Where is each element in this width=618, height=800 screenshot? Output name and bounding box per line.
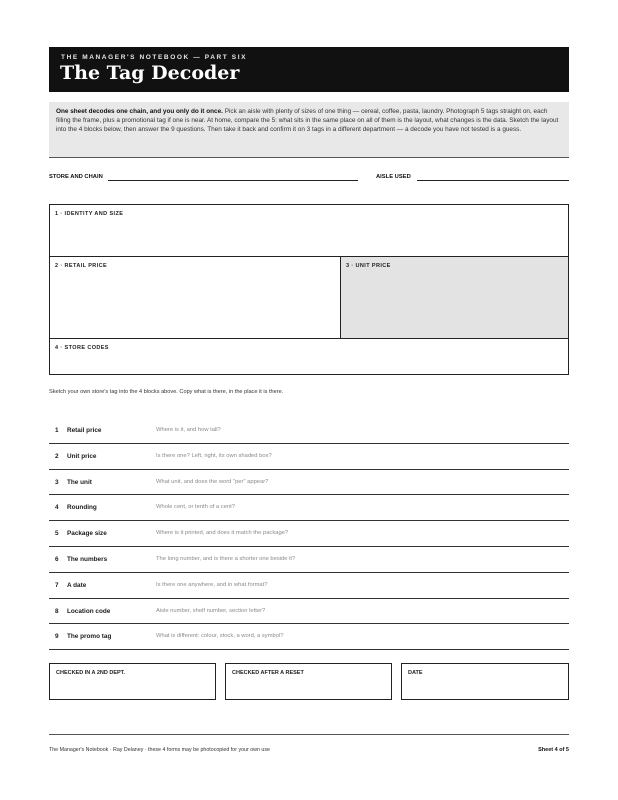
store-codes-label: 4 · STORE CODES	[55, 345, 109, 351]
store-chain-field[interactable]	[108, 180, 358, 181]
question-title: The promo tag	[67, 633, 112, 641]
question-number: 7	[55, 581, 59, 589]
intro-box	[49, 102, 569, 158]
question-title: The numbers	[67, 555, 108, 563]
question-prompt: Is there one anywhere, and in what format?	[156, 581, 268, 588]
question-number: 3	[55, 478, 59, 486]
question-number: 8	[55, 607, 59, 615]
question-prompt: Where is it, and how tall?	[156, 427, 221, 433]
question-number: 2	[55, 452, 59, 460]
footer-divider	[49, 734, 569, 735]
question-title: Location code	[67, 607, 111, 615]
question-number: 4	[55, 504, 59, 512]
question-number: 6	[55, 555, 59, 563]
question-prompt: Aisle number, shelf number, section letter?	[156, 607, 266, 614]
question-title: The unit	[67, 478, 92, 486]
question-row[interactable]	[49, 418, 569, 444]
intro-lead: One sheet decodes one chain, and you only do it once.	[56, 108, 223, 115]
question-prompt: Where is it printed, and does it match the package?	[156, 530, 289, 537]
question-row[interactable]	[49, 470, 569, 496]
identity-size-block[interactable]	[50, 205, 568, 257]
aisle-used-field[interactable]	[417, 180, 569, 181]
series-kicker: THE MANAGER'S NOTEBOOK — PART SIX	[61, 54, 248, 61]
question-prompt: What unit, and does the word "per" appear?	[156, 478, 269, 485]
question-title: Unit price	[67, 452, 97, 460]
retail-price-label: 2 · RETAIL PRICE	[55, 263, 108, 269]
question-row[interactable]	[49, 599, 569, 625]
question-title: Package size	[67, 530, 107, 538]
sketch-instruction: Sketch your own store's tag into the 4 blocks above. Copy what is there, in the place it is there.	[49, 389, 284, 395]
date-box[interactable]	[401, 663, 569, 700]
question-title: Rounding	[67, 504, 97, 512]
question-title: A date	[67, 581, 87, 589]
footer-credit: The Manager's Notebook · Ray Delaney · these 4 forms may be photocopied for your own use	[49, 747, 270, 753]
identity-size-label: 1 · IDENTITY AND SIZE	[55, 211, 124, 217]
unit-price-block[interactable]	[341, 257, 568, 339]
checked-after-reset-box[interactable]	[225, 663, 392, 700]
retail-price-block[interactable]	[50, 257, 341, 339]
question-row[interactable]	[49, 624, 569, 650]
aisle-used-label: AISLE USED	[376, 174, 411, 180]
checked-after-reset-label: CHECKED AFTER A RESET	[232, 670, 304, 676]
store-chain-label: STORE AND CHAIN	[49, 174, 103, 180]
question-row[interactable]	[49, 495, 569, 521]
checked-second-dept-box[interactable]	[49, 663, 216, 700]
tag-sketch-grid	[49, 204, 569, 375]
question-title: Retail price	[67, 427, 102, 434]
question-row[interactable]	[49, 521, 569, 547]
question-row[interactable]	[49, 547, 569, 573]
question-row[interactable]	[49, 573, 569, 599]
store-codes-block[interactable]	[50, 339, 568, 374]
question-number: 5	[55, 530, 59, 538]
sheet-number: Sheet 4 of 5	[538, 747, 569, 753]
question-number: 9	[55, 633, 59, 641]
intro-body: Pick an aisle with plenty of sizes of one thing — cereal, coffee, pasta, laundry. Photograph 5 tags straight on, each filling the frame, plus a promotional tag if one is near. At home, compare the 5: what sits in the same place on all of them is the layout, what changes is the data. Sketch the layout into the 4 blocks below, then answer the 9 questions. Then take it back and confirm it on 3 tags in a different department — a decode you have not tested is a guess.	[56, 108, 559, 133]
question-prompt: The long number, and is there a shorter one beside it?	[156, 555, 296, 562]
question-row[interactable]	[49, 444, 569, 470]
date-label: DATE	[408, 670, 423, 676]
question-number: 1	[55, 427, 59, 434]
page-title: The Tag Decoder	[60, 62, 240, 84]
question-prompt: What is different: colour, stock, a word, a symbol?	[156, 633, 284, 640]
questions-table	[49, 418, 569, 650]
header-bar	[49, 47, 569, 92]
question-prompt: Is there one? Left, right, its own shaded box?	[156, 452, 272, 459]
checked-second-dept-label: CHECKED IN A 2ND DEPT.	[56, 670, 125, 676]
unit-price-label: 3 · UNIT PRICE	[346, 263, 391, 269]
question-prompt: Whole cent, or tenth of a cent?	[156, 504, 235, 511]
